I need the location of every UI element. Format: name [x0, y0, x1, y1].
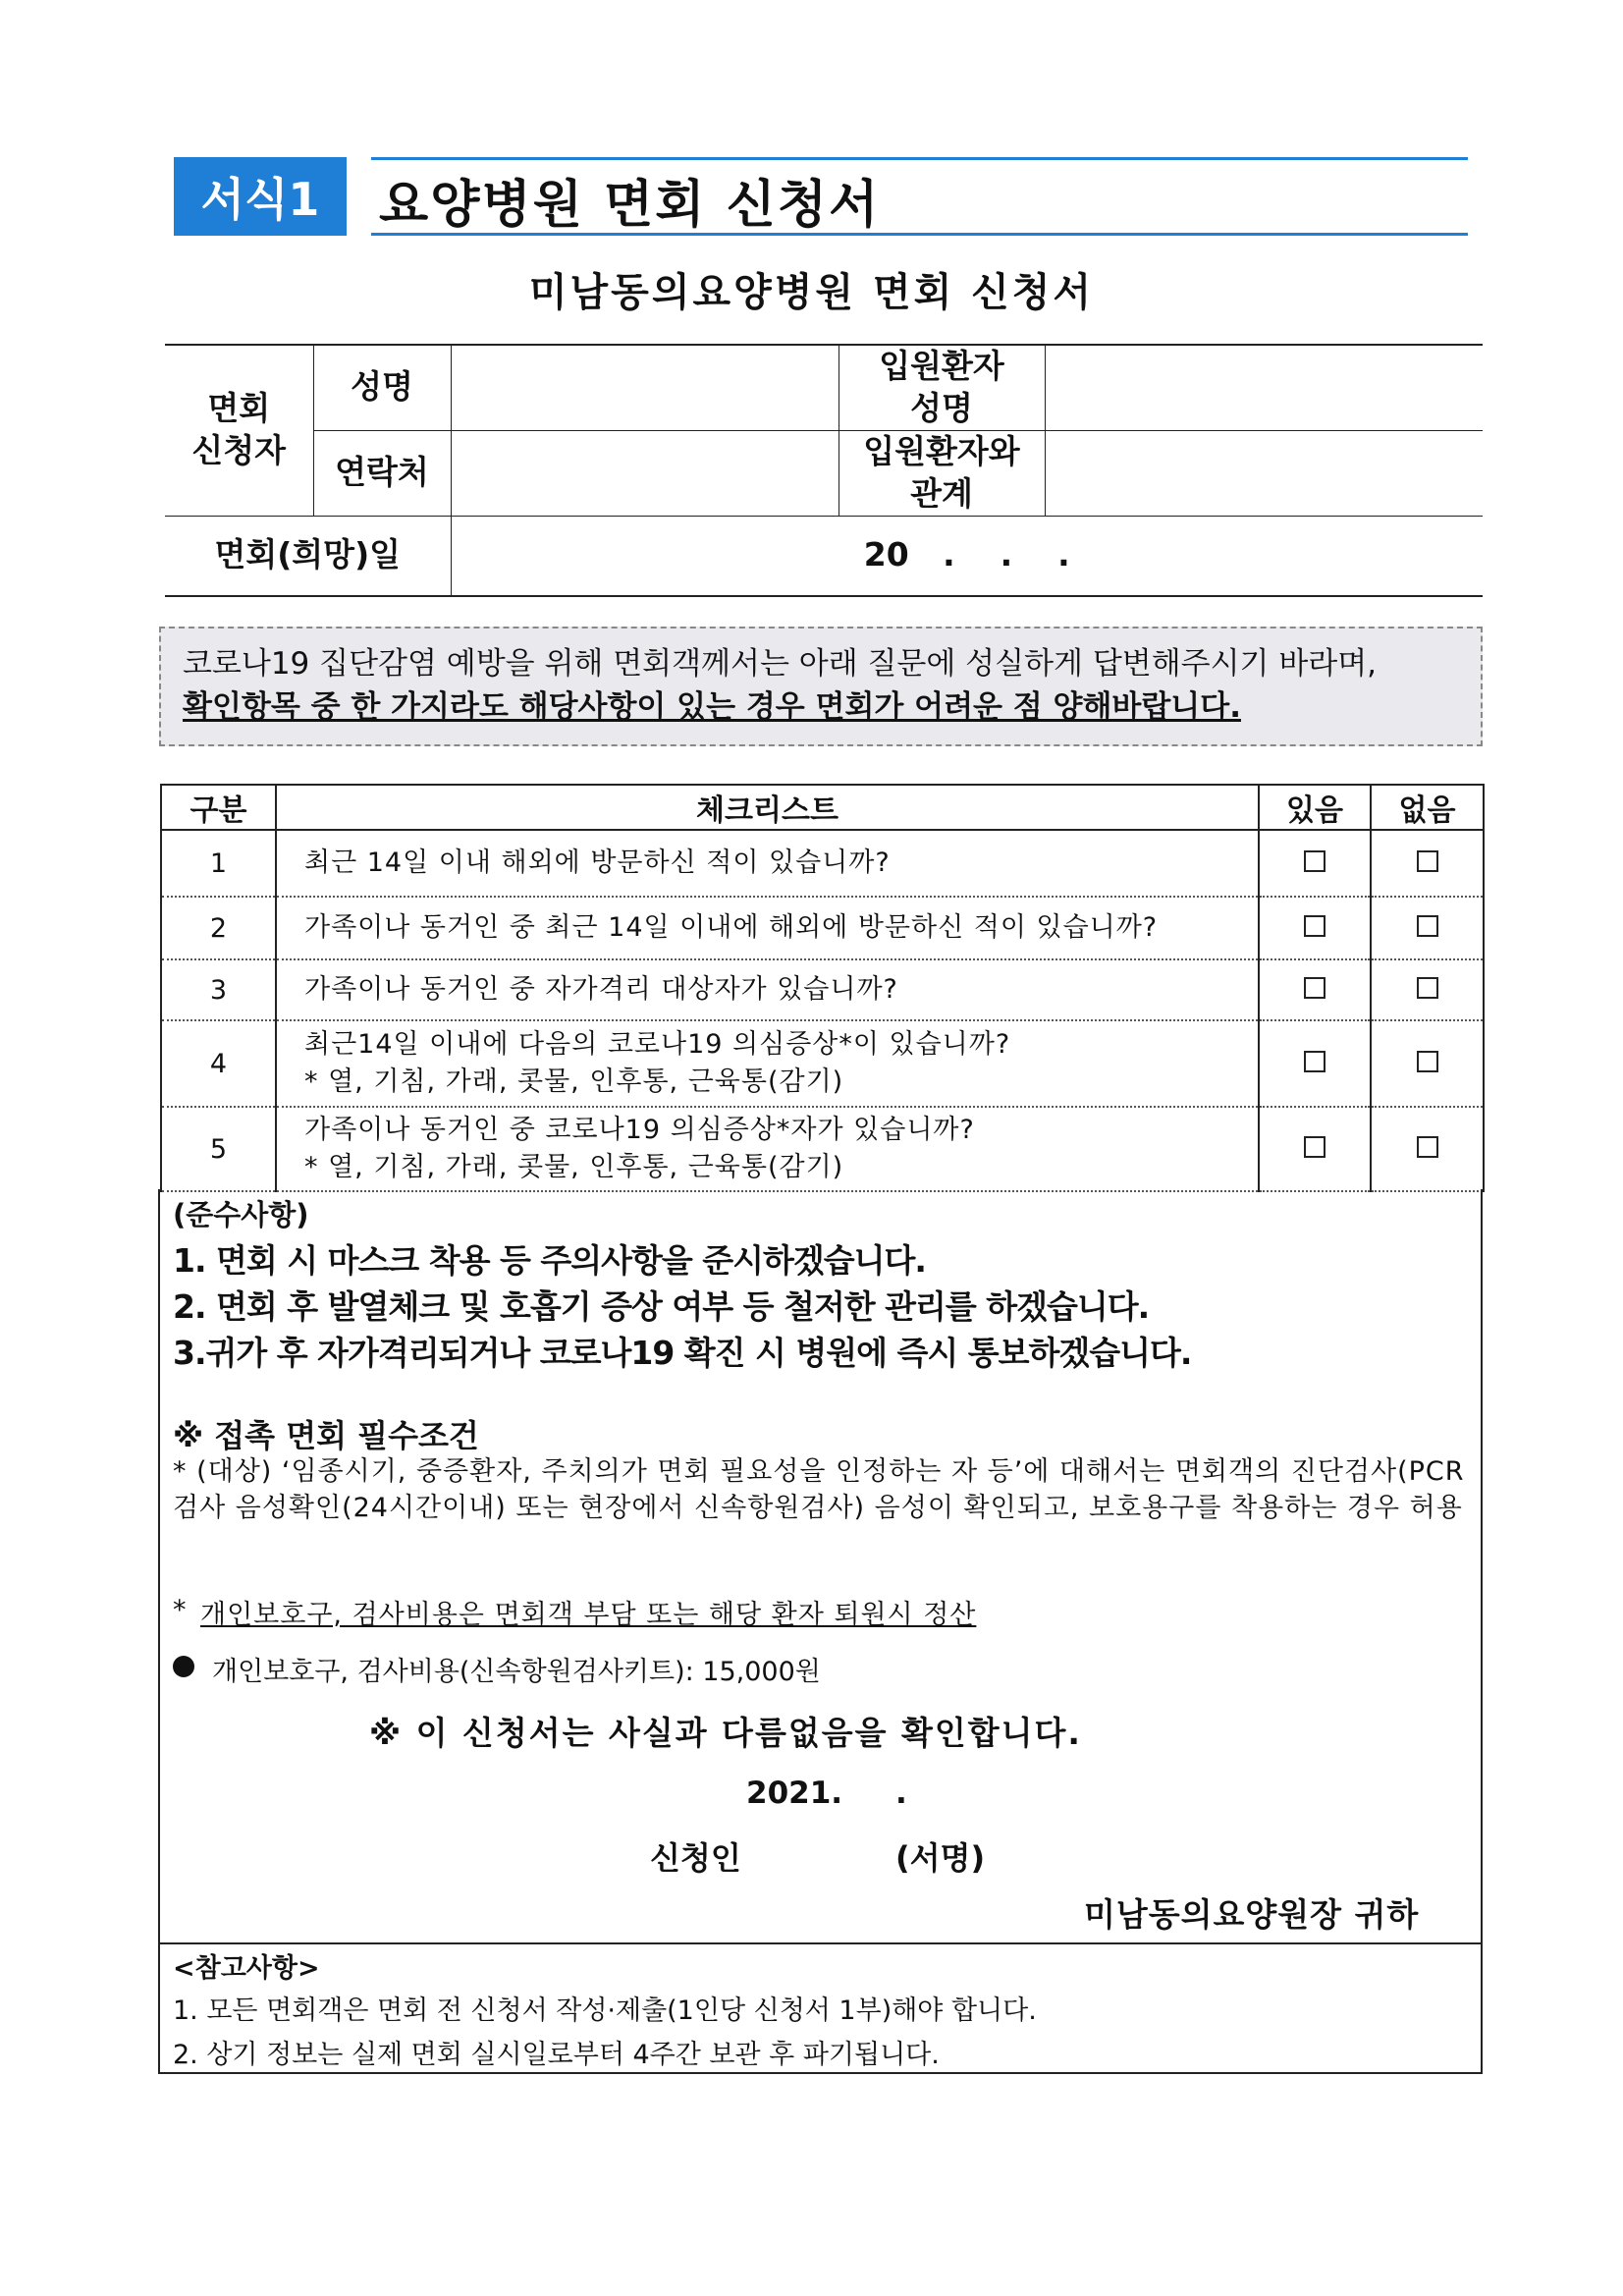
bullet-icon: [173, 1656, 194, 1677]
applicant-group-label: 면회 신청자: [165, 345, 313, 516]
yes-checkbox[interactable]: [1304, 1136, 1325, 1158]
addressee: 미남동의요양원장 귀하: [1084, 1895, 1420, 1934]
applicant-info-table: [165, 344, 1483, 597]
row-question: 가족이나 동거인 중 최근 14일 이내에 해외에 방문하신 적이 있습니까?: [276, 897, 1259, 959]
cost-note: 개인보호구, 검사비용은 면회객 부담 또는 해당 환자 퇴원시 정산: [200, 1600, 977, 1630]
reference-title: <참고사항>: [173, 1953, 320, 1984]
cost-note-asterisk: *: [173, 1595, 187, 1625]
row-symptom-note: * 열, 기침, 가래, 콧물, 인후통, 근육통(감기): [304, 1152, 844, 1182]
patient-name-field[interactable]: [1045, 345, 1483, 430]
cost-amount-line: 개인보호구, 검사비용(신속항원검사키트): 15,000원: [212, 1657, 821, 1687]
relation-label: 입원환자와 관계: [839, 430, 1045, 516]
notice-line-1: 코로나19 집단감염 예방을 위해 면회객께서는 아래 질문에 성실하게 답변해주시기 바라며,: [183, 646, 1378, 682]
yes-checkbox[interactable]: [1304, 915, 1325, 937]
row-question: 최근14일 이내에 다음의 코로나19 의심증상*이 있습니까?: [304, 1029, 1011, 1060]
row-question: 최근 14일 이내 해외에 방문하신 적이 있습니까?: [276, 830, 1259, 897]
no-header: 없음: [1371, 785, 1484, 830]
row-number: 5: [161, 1107, 276, 1191]
row-number: 1: [161, 830, 276, 897]
title-top-line: [371, 157, 1468, 160]
compliance-item-3: 3.귀가 후 자가격리되거나 코로나19 확진 시 병원에 즉시 통보하겠습니다.: [173, 1334, 1192, 1372]
contact-label: 연락처: [313, 430, 451, 516]
contact-field[interactable]: [451, 430, 839, 516]
visit-date-label: 면회(희망)일: [165, 516, 451, 596]
no-checkbox[interactable]: [1417, 915, 1438, 937]
form-number-badge: 서식1: [174, 157, 347, 236]
document-title: 요양병원 면회 신청서: [379, 176, 881, 235]
signature-label[interactable]: (서명): [895, 1839, 986, 1877]
reference-item-2: 2. 상기 정보는 실제 면회 실시일로부터 4주간 보관 후 파기됩니다.: [173, 2040, 940, 2070]
no-checkbox[interactable]: [1417, 977, 1438, 999]
name-field[interactable]: [451, 345, 839, 430]
checklist-row: [161, 959, 1484, 1020]
relation-field[interactable]: [1045, 430, 1483, 516]
row-question: 가족이나 동거인 중 코로나19 의심증상*자가 있습니까?: [304, 1115, 975, 1145]
notice-line-2: 확인항목 중 한 가지라도 해당사항이 있는 경우 면회가 어려운 점 양해바랍니다.: [183, 689, 1241, 725]
compliance-item-2: 2. 면회 후 발열체크 및 호흡기 증상 여부 등 철저한 관리를 하겠습니다.: [173, 1287, 1150, 1326]
row-symptom-note: * 열, 기침, 가래, 콧물, 인후통, 근육통(감기): [304, 1066, 844, 1097]
declaration-statement: ※ 이 신청서는 사실과 다름없음을 확인합니다.: [369, 1714, 1082, 1752]
checklist-header: 체크리스트: [276, 785, 1259, 830]
checklist-table: [160, 784, 1485, 1192]
row-number: 4: [161, 1020, 276, 1107]
yes-checkbox[interactable]: [1304, 1051, 1325, 1072]
no-checkbox[interactable]: [1417, 1136, 1438, 1158]
no-checkbox[interactable]: [1417, 1051, 1438, 1072]
reference-divider: [158, 1942, 1483, 1944]
yes-header: 있음: [1259, 785, 1371, 830]
contact-visit-conditions-detail: * (대상) ‘임종시기, 중증환자, 주치의가 면회 필요성을 인정하는 자 등’에 대해서는 면회객의 진단검사(PCR검사 음성확인(24시간이내) 또는 현장에서 신속항원검사) 음성이 확인되고, 보호용구를 착용하는 경우 허용: [173, 1456, 1465, 1523]
checklist-row: [161, 1107, 1484, 1191]
checklist-row: [161, 1020, 1484, 1107]
compliance-item-1: 1. 면회 시 마스크 착용 등 주의사항을 준시하겠습니다.: [173, 1241, 926, 1280]
yes-checkbox[interactable]: [1304, 850, 1325, 872]
checklist-row: [161, 830, 1484, 897]
covid-notice-box: [159, 627, 1483, 746]
applicant-label: 신청인: [650, 1839, 741, 1877]
name-label: 성명: [313, 345, 451, 430]
checklist-row: [161, 897, 1484, 959]
yes-checkbox[interactable]: [1304, 977, 1325, 999]
patient-name-label: 입원환자 성명: [839, 345, 1045, 430]
visit-date-field[interactable]: 20 . . .: [451, 516, 1483, 596]
document-subtitle: 미남동의요양병원 면회 신청서: [528, 270, 1095, 315]
compliance-title: (준수사항): [173, 1198, 309, 1231]
category-header: 구분: [161, 785, 276, 830]
no-checkbox[interactable]: [1417, 850, 1438, 872]
row-question: 가족이나 동거인 중 자가격리 대상자가 있습니까?: [276, 959, 1259, 1020]
reference-item-1: 1. 모든 면회객은 면회 전 신청서 작성·제출(1인당 신청서 1부)해야 합니다.: [173, 1995, 1037, 2026]
declaration-date: 2021. .: [746, 1776, 907, 1811]
contact-visit-conditions-title: ※ 접촉 면회 필수조건: [173, 1417, 479, 1454]
row-number: 2: [161, 897, 276, 959]
row-number: 3: [161, 959, 276, 1020]
